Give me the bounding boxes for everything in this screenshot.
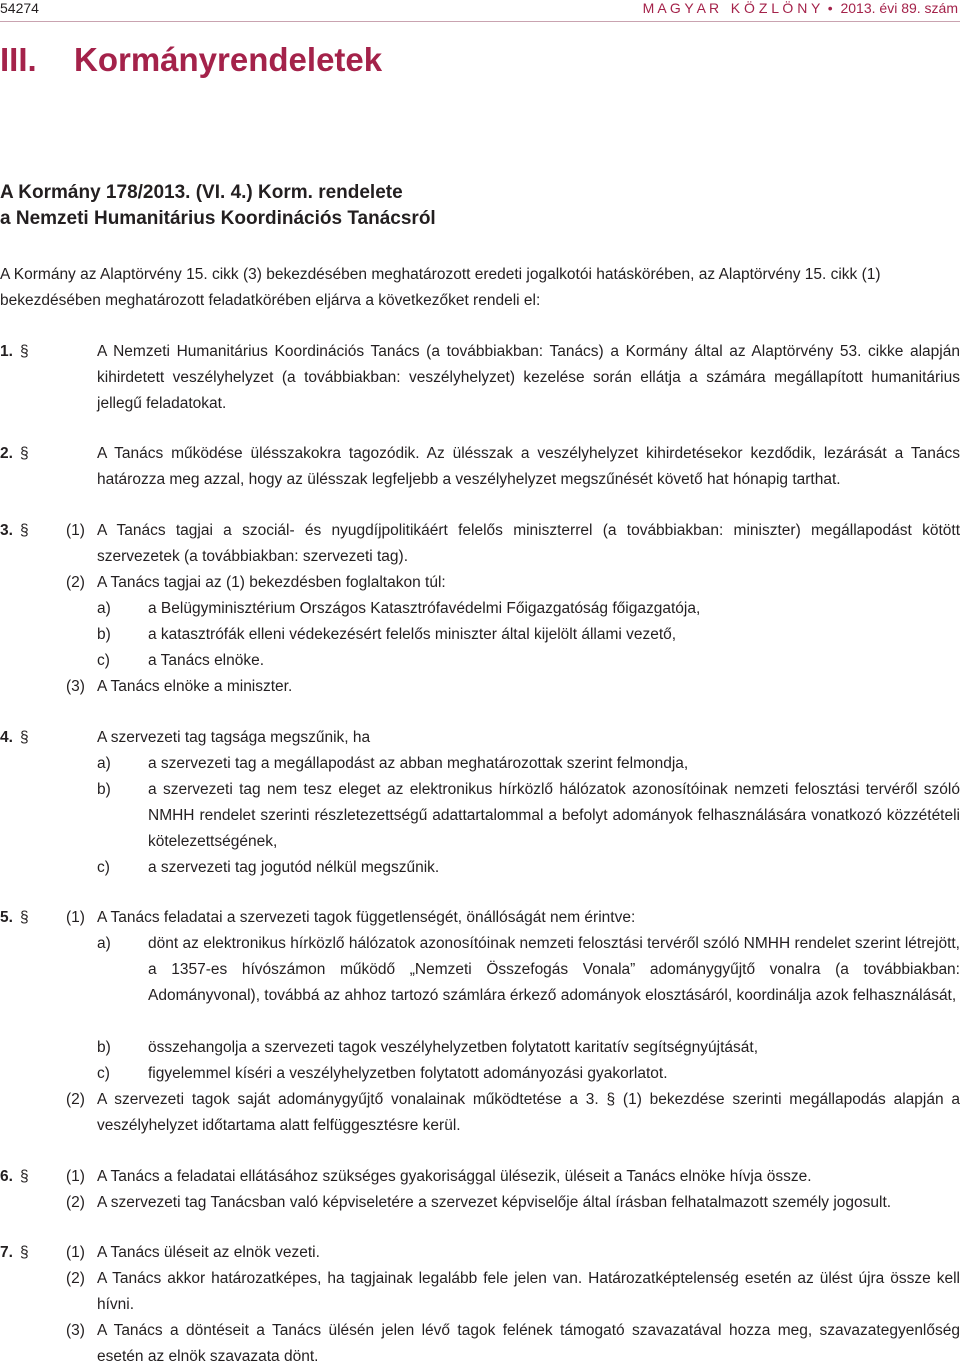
- point-label: a): [97, 755, 111, 772]
- section-sign: §: [20, 1244, 29, 1261]
- page-number: 54274: [0, 0, 39, 16]
- paragraph-3-number: 3.: [0, 522, 13, 539]
- paragraph-7-subsection-3-text: A Tanács a döntéseit a Tanács ülésén jelen lévő tagok felének támogató szavazatával hozza meg, szavazategyenlőség esetén az elnök szavazata dönt.: [97, 1322, 960, 1365]
- section-sign: §: [20, 729, 29, 746]
- paragraph-7-number: 7.: [0, 1244, 13, 1261]
- subsection-number: (3): [66, 1322, 85, 1339]
- point-label: b): [97, 626, 111, 643]
- point-text: a Belügyminisztérium Országos Katasztrófavédelmi Főigazgatóság főigazgatója,: [148, 600, 701, 617]
- decree-preamble: A Kormány az Alaptörvény 15. cikk (3) bekezdésében meghatározott eredeti jogalkotói hatáskörében, az Alaptörvény 15. cikk (1) bekezdésében meghatározott feladatkörében eljárva a következőket rendeli el:: [0, 266, 881, 309]
- point-text: figyelemmel kíséri a veszélyhelyzetben folytatott adományozási gyakorlatot.: [148, 1065, 668, 1082]
- paragraph-7-subsection-2-text: A Tanács akkor határozatképes, ha tagjainak legalább fele jelen van. Határozatképtelenség esetén az ülést újra össze kell hívni.: [97, 1270, 960, 1313]
- point-text: összehangolja a szervezeti tagok veszélyhelyzetben folytatott karitatív segítségnyújtását,: [148, 1039, 759, 1056]
- decree-title: [0, 180, 436, 232]
- section-title: Kormányrendeletek: [74, 41, 383, 78]
- paragraph-5-subsection-1-text: A Tanács feladatai a szervezeti tagok függetlenségét, önállóságát nem érintve:: [97, 909, 636, 926]
- paragraph-4-text: A szervezeti tag tagsága megszűnik, ha: [97, 729, 371, 746]
- point-text: a szervezeti tag nem tesz eleget az elektronikus hírközlő hálózatok azonosítóinak nemzeti felosztási tervéről szóló NMHH rendelet szerinti részletezettségű adattartalommal a befolyt adományok felhasználására vonatkozó közzétételi kötelezettségének,: [148, 781, 960, 850]
- point-label: b): [97, 1039, 111, 1056]
- subsection-number: (2): [66, 1194, 85, 1211]
- section-sign: §: [20, 343, 29, 360]
- point-label: c): [97, 1065, 110, 1082]
- point-label: a): [97, 600, 111, 617]
- paragraph-6-subsection-1-text: A Tanács a feladatai ellátásához szükséges gyakorisággal ülésezik, üléseit a Tanács elnöke hívja össze.: [97, 1168, 812, 1185]
- gazette-masthead: M A G Y A R K Ö Z L Ö N Y • 2013. évi 89. szám: [642, 0, 958, 16]
- point-label: a): [97, 935, 111, 952]
- point-text: a Tanács elnöke.: [148, 652, 265, 669]
- subsection-number: (2): [66, 574, 85, 591]
- point-text: dönt az elektronikus hírközlő hálózatok azonosítóinak nemzeti felosztási tervéről szóló NMHH rendelet szerint létrejött, a 1357-es hívószámon működő „Nemzeti Összefogás Vonala” adománygyűjtő vonalra (a továbbiakban: Adományvonal), továbbá az ahhoz tartozó számlára érkező adományok elosztásáról, koordinálja azok felhasználását,: [148, 935, 960, 1004]
- paragraph-6-number: 6.: [0, 1168, 13, 1185]
- subsection-number: (1): [66, 522, 85, 539]
- paragraph-1-text: A Nemzeti Humanitárius Koordinációs Tanács (a továbbiakban: Tanács) a Kormány által az Alaptörvény 53. cikke alapján kihirdetett veszélyhelyzet (a továbbiakban: veszélyhelyzet) kezelése során ellátja a számára megállapított humanitárius jellegű feladatokat.: [97, 343, 960, 412]
- section-number: III.: [0, 41, 37, 78]
- point-label: c): [97, 859, 110, 876]
- section-sign: §: [20, 1168, 29, 1185]
- paragraph-3-subsection-2-text: A Tanács tagjai az (1) bekezdésben foglaltakon túl:: [97, 574, 446, 591]
- paragraph-7-subsection-1-text: A Tanács üléseit az elnök vezeti.: [97, 1244, 320, 1261]
- point-text: a szervezeti tag a megállapodást az abban meghatározottak szerint felmondja,: [148, 755, 689, 772]
- point-label: b): [97, 781, 111, 798]
- subsection-number: (1): [66, 1168, 85, 1185]
- subsection-number: (1): [66, 1244, 85, 1261]
- section-sign: §: [20, 909, 29, 926]
- paragraph-1-number: 1.: [0, 343, 13, 360]
- paragraph-2-number: 2.: [0, 445, 13, 462]
- subsection-number: (2): [66, 1091, 85, 1108]
- section-sign: §: [20, 522, 29, 539]
- paragraph-2-text: A Tanács működése ülésszakokra tagozódik. Az ülésszak a veszélyhelyzet kihirdetésekor kezdődik, lezárását a Tanács határozza meg azzal, hogy az ülésszak legfeljebb a veszélyhelyzet megszűnését követő hat hónapig tarthat.: [97, 445, 960, 488]
- subsection-number: (1): [66, 909, 85, 926]
- section-heading: [0, 40, 382, 80]
- point-text: a szervezeti tag jogutód nélkül megszűnik.: [148, 859, 440, 876]
- paragraph-6-subsection-2-text: A szervezeti tag Tanácsban való képviseletére a szervezet képviselője által írásban felhatalmazott személy jogosult.: [97, 1194, 892, 1211]
- subsection-number: (2): [66, 1270, 85, 1287]
- header-divider: [0, 21, 960, 22]
- section-sign: §: [20, 445, 29, 462]
- paragraph-5-number: 5.: [0, 909, 13, 926]
- paragraph-4-number: 4.: [0, 729, 13, 746]
- point-text: a katasztrófák elleni védekezésért felelős miniszter által kijelölt állami vezető,: [148, 626, 677, 643]
- paragraph-5-subsection-2-text: A szervezeti tagok saját adománygyűjtő vonalainak működtetése a 3. § (1) bekezdése szerinti megállapodás alapján a veszélyhelyzet időtartama alatt felfüggesztésre kerül.: [97, 1091, 960, 1134]
- decree-title-line2: a Nemzeti Humanitárius Koordinációs Tanácsról: [0, 208, 436, 229]
- paragraph-3-subsection-1-text: A Tanács tagjai a szociál- és nyugdíjpolitikáért felelős miniszterrel (a továbbiakban: miniszter) megállapodást kötött szervezetek (a továbbiakban: szervezeti tag).: [97, 522, 960, 565]
- subsection-number: (3): [66, 678, 85, 695]
- point-label: c): [97, 652, 110, 669]
- paragraph-3-subsection-3-text: A Tanács elnöke a miniszter.: [97, 678, 293, 695]
- decree-title-line1: A Kormány 178/2013. (VI. 4.) Korm. rendelete: [0, 182, 403, 203]
